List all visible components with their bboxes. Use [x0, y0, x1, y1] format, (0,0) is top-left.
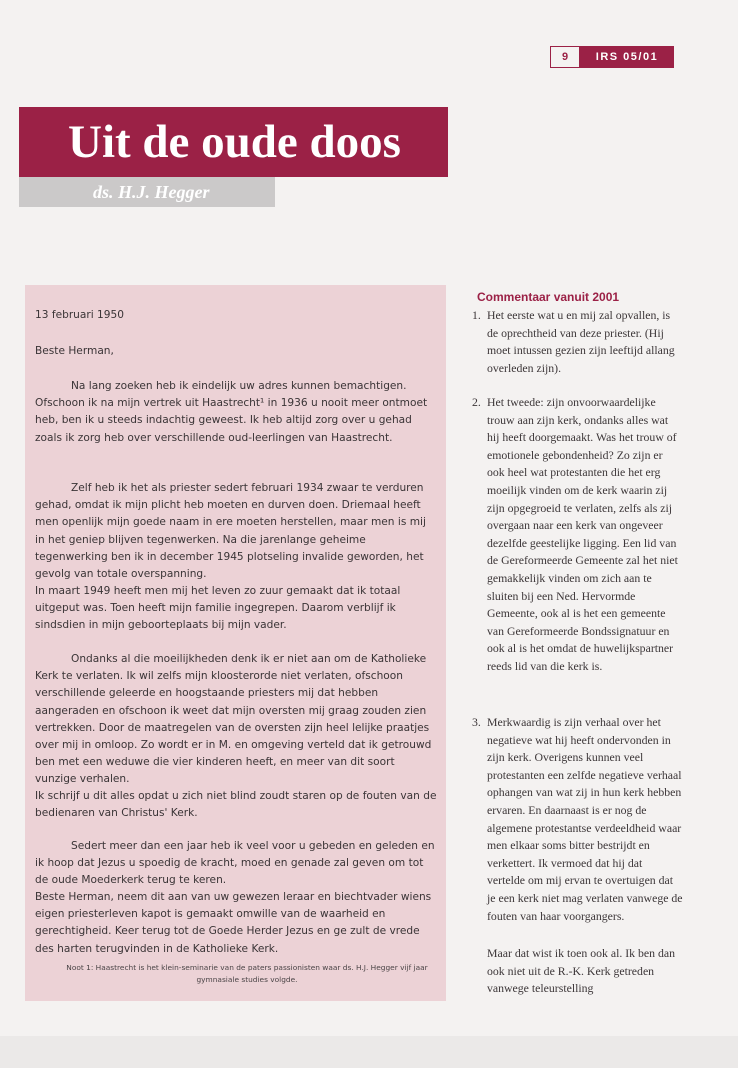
letter-paragraph: Zelf heb ik het als priester sedert februari 1934 zwaar te verduren gehad, omdat ik mijn plicht heb moeten en durven doen. Driemaal heeft men openlijk mijn goede naam in ere moeten herstellen, maar men is mij in het geniep blijven tegenwerken. Na die jarenlange geheime tegenwerking ben ik in december 1945 plotseling invalide geworden, het gevolg van totale overspanning. — [35, 482, 426, 581]
list-item — [472, 307, 708, 377]
item-text: Het tweede: zijn onvoorwaardelijke trouw aan zijn kerk, ondanks alles wat hij heeft doorgemaakt. Was het trouw of emotionele gebondenheid? Zo zijn er ook heel wat protestanten die het erg moeilijk vinden om de kerk waarin zij zijn opgegroeid te verlaten, zelfs als zij overgaan naar een kerk van ongeveer dezelfde geestelijke ligging. Een lid van de Gereformeerde Gemeente zal het niet gemakkelijk vinden om zich aan te sluiten bij een Ned. Hervormde Gemeente, ook al is het een gemeente van Gereformeerde Bondssignatuur en ook al is het omdat de huwelijkspartner reeds lid van die kerk is. — [487, 395, 678, 673]
list-item — [472, 945, 708, 998]
letter-paragraph: Ik schrijf u dit alles opdat u zich niet blind zoudt staren op de fouten van de bedienaren van Christus' Kerk. — [35, 790, 437, 820]
item-number: 1. — [472, 308, 481, 322]
letter-paragraph: In maart 1949 heeft men mij het leven zo zuur gemaakt dat ik totaal uitgeput was. Toen heeft mijn familie ingegrepen. Daarom verblijf ik sindsdien in mijn geboorteplaats bij mijn vader. — [35, 585, 401, 632]
list-item — [472, 714, 708, 925]
page-number: 9 — [550, 46, 580, 68]
item-text: Maar dat wist ik toen ook al. Ik ben dan ook niet uit de R.-K. Kerk getreden vanwege teleurstelling — [487, 946, 676, 996]
issue-code: IRS 05/01 — [580, 46, 674, 68]
item-number: 3. — [472, 715, 481, 729]
commentary-title: Commentaar vanuit 2001 — [477, 290, 620, 304]
article-title: Uit de oude doos — [68, 116, 401, 168]
page-bottom-margin — [0, 1036, 738, 1068]
item-text: Het eerste wat u en mij zal opvallen, is de oprechtheid van deze priester. (Hij moet intussen gezien zijn leeftijd allang overleden zijn). — [487, 308, 675, 375]
issue-badge — [550, 46, 674, 68]
item-number: 2. — [472, 395, 481, 409]
article-author: ds. H.J. Hegger — [93, 182, 210, 202]
letter-salutation: Beste Herman, — [35, 345, 114, 357]
letter-paragraph: Beste Herman, neem dit aan van uw gewezen leraar en biechtvader wiens eigen priesterleven kapot is gemaakt omwille van de waarheid en gerechtigheid. Keer terug tot de Goede Herder Jezus en ge zult de vrede des harten terugvinden in de Katholieke Kerk. — [35, 891, 432, 955]
letter-date: 13 februari 1950 — [35, 309, 125, 321]
letter-paragraph: Na lang zoeken heb ik eindelijk uw adres kunnen bemachtigen. Ofschoon ik na mijn vertrek uit Haastrecht¹ in 1936 u nooit meer ontmoet heb, ben ik u steeds indachtig geweest. Ik heb altijd zorg over u gehad zoals ik zorg heb over verschillende oud-leerlingen van Haastrecht. — [35, 380, 428, 444]
letter-paragraph: Ondanks al die moeilijkheden denk ik er niet aan om de Katholieke Kerk te verlaten. Ik wil zelfs mijn kloosterorde niet verlaten, ofschoon verschillende geleerde en hoogstaande priesters mij dat hebben aangeraden en ofschoon ik weet dat mijn oversten mij graag zouden zien vertrekken. Door de maatregelen van de oversten zijn heel lelijke praatjes over mij in omloop. Zo wordt er in M. en omgeving verteld dat ik getrouwd ben met een weduwe die vier kinderen heeft, en meer van dit soort vunzige verhalen. — [35, 653, 432, 786]
letter-paragraph: Sedert meer dan een jaar heb ik veel voor u gebeden en geleden en ik hoop dat Jezus u spoedig de kracht, moed en genade zal geven om tot de oude Moederkerk terug te keren. — [35, 840, 435, 887]
list-item — [472, 394, 708, 676]
letter-footnote: Noot 1: Haastrecht is het klein-seminarie van de paters passionisten waar ds. H.J. Hegger vijf jaar gymnasiale studies volgde. — [66, 963, 428, 984]
item-text: Merkwaardig is zijn verhaal over het negatieve wat hij heeft ondervonden in zijn kerk. Overigens kunnen veel protestanten een zelfde negatieve verhaal ophangen van wat zij in hun kerk hebben ervaren. En daarnaast is er nog de algemene protestantse verdeeldheid waar men elkaar soms bitter bestrijdt en verkettert. Ik vermoed dat hij dat vertelde om mij ervan te overtuigen dat je een kerk niet mag verlaten vanwege de fouten van haar voorgangers. — [487, 715, 683, 923]
item-number — [472, 945, 487, 998]
